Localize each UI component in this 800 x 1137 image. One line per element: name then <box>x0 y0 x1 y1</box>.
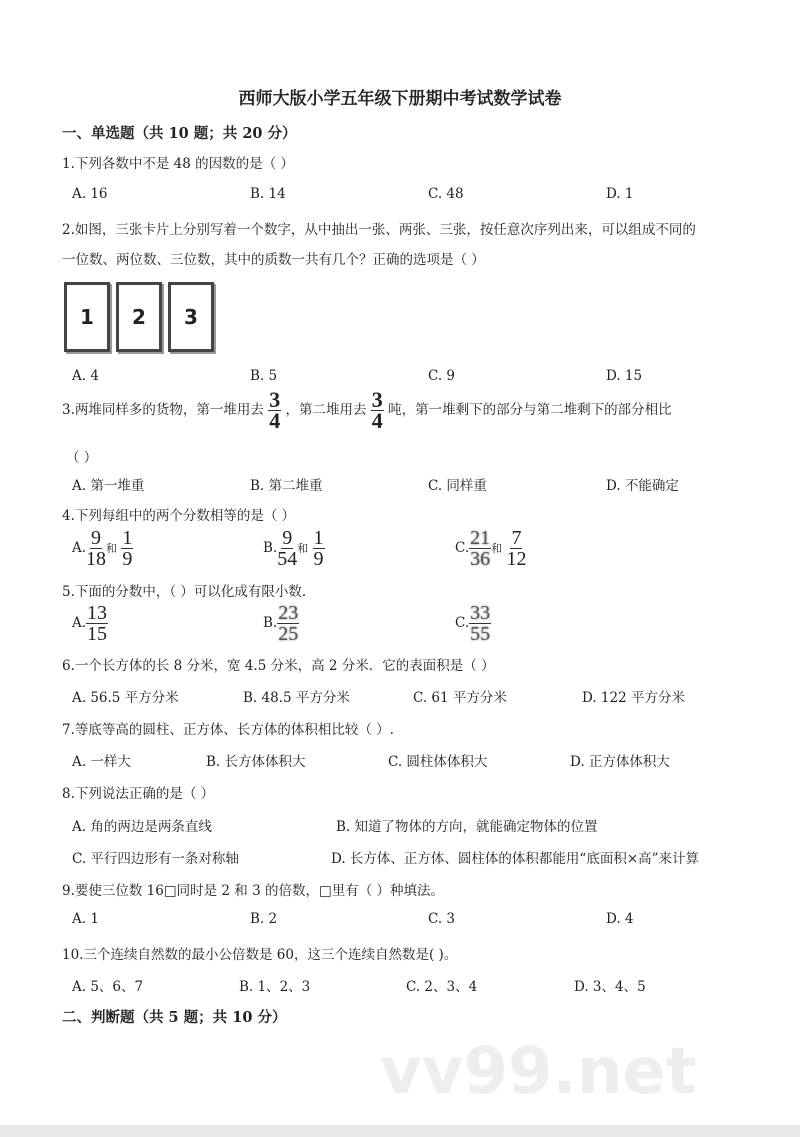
option: C. 9 <box>428 368 456 384</box>
question-8: 8.下列说法正确的是（ ） <box>62 786 215 802</box>
question-3-line2: （ ） <box>66 450 98 466</box>
fraction: $\frac{33}{55}$ <box>470 602 491 645</box>
option: A. 4 <box>72 368 99 384</box>
fraction: $\frac{23}{25}$ <box>278 602 299 645</box>
card: 2 <box>116 282 162 352</box>
question-9: 9.要使三位数 16□同时是 2 和 3 的倍数，□里有（ ）种填法。 <box>62 883 444 899</box>
option: B. 2 <box>250 911 278 927</box>
option: C. 61 平方分米 <box>413 690 507 706</box>
watermark: vv99.net <box>380 1035 697 1109</box>
option: A. 一样大 <box>72 754 131 770</box>
option: A. 第一堆重 <box>72 478 145 494</box>
section-heading-single-choice: 一、单选题（共 10 题；共 20 分） <box>62 125 297 142</box>
option: D. 1 <box>606 186 634 202</box>
section-heading-judgment: 二、判断题（共 5 题；共 10 分） <box>62 1009 287 1026</box>
question-2-line2: 一位数、两位数、三位数，其中的质数一共有几个？正确的选项是（ ） <box>62 252 485 268</box>
fraction: $\frac{13}{15}$ <box>87 602 108 645</box>
option: A. 56.5 平方分米 <box>72 690 179 706</box>
option-a: A. $\frac{9}{18}$ 和 $\frac{1}{9}$ <box>72 527 133 570</box>
option: A. 5、6、7 <box>72 979 144 995</box>
option-c: C. $\frac{21}{36}$ 和 $\frac{7}{12}$ <box>455 527 527 570</box>
option: A. 16 <box>72 186 108 202</box>
page-bottom-border <box>0 1125 800 1137</box>
question-10: 10.三个连续自然数的最小公倍数是 60，这三个连续自然数是( )。 <box>62 947 458 963</box>
question-7: 7.等底等高的圆柱、正方体、长方体的体积相比较（ ）. <box>62 722 394 738</box>
option-a: A. $\frac{13}{15}$ <box>72 602 108 645</box>
option: C. 平行四边形有一条对称轴 <box>72 851 239 867</box>
option: C. 同样重 <box>428 478 487 494</box>
option: B. 48.5 平方分米 <box>243 690 350 706</box>
option: D. 122 平方分米 <box>582 690 685 706</box>
option-b: B. $\frac{9}{54}$ 和 $\frac{1}{9}$ <box>263 527 324 570</box>
option: D. 3、4、5 <box>574 979 646 995</box>
question-6: 6.一个长方体的长 8 分米，宽 4.5 分米，高 2 分米．它的表面积是（ ） <box>62 658 495 674</box>
page-title: 西师大版小学五年级下册期中考试数学试卷 <box>238 89 562 109</box>
option: D. 15 <box>606 368 643 384</box>
option: D. 长方体、正方体、圆柱体的体积都能用“底面积×高”来计算 <box>331 851 700 867</box>
option: C. 2、3、4 <box>406 979 478 995</box>
option: B. 长方体体积大 <box>206 754 306 770</box>
option: B. 1、2、3 <box>239 979 311 995</box>
card: 1 <box>64 282 110 352</box>
fraction: $\frac{1}{9}$ <box>313 527 324 570</box>
option-c: C. $\frac{33}{55}$ <box>455 602 491 645</box>
fraction: $\frac{9}{18}$ <box>86 527 107 570</box>
fraction: $\frac{1}{9}$ <box>122 527 133 570</box>
option: A. 1 <box>72 911 99 927</box>
option: D. 不能确定 <box>606 478 679 494</box>
question-3: 3.两堆同样多的货物，第一堆用去 $\frac{3}{4}$ ，第二堆用去 $\frac{3}{4}$ 吨，第一堆剩下的部分与第二堆剩下的部分相比 <box>62 387 672 433</box>
option: A. 角的两边是两条直线 <box>72 819 212 835</box>
fraction: $\frac{3}{4}$ <box>371 387 383 433</box>
option-b: B. $\frac{23}{25}$ <box>263 602 299 645</box>
option: B. 14 <box>250 186 286 202</box>
option: C. 48 <box>428 186 464 202</box>
card: 3 <box>168 282 214 352</box>
option: B. 知道了物体的方向，就能确定物体的位置 <box>336 819 598 835</box>
fraction: $\frac{3}{4}$ <box>269 387 281 433</box>
option: C. 圆柱体体积大 <box>388 754 488 770</box>
option: B. 第二堆重 <box>250 478 323 494</box>
question-1: 1.下列各数中不是 48 的因数的是（ ） <box>62 156 294 172</box>
question-5: 5.下面的分数中，（ ）可以化成有限小数. <box>62 584 307 600</box>
option: D. 4 <box>606 911 634 927</box>
question-2: 2.如图，三张卡片上分别写着一个数字，从中抽出一张、两张、三张，按任意次序列出来，可以组成不同的 <box>62 222 696 238</box>
fraction: $\frac{21}{36}$ <box>470 527 491 570</box>
fraction: $\frac{7}{12}$ <box>506 527 527 570</box>
fraction: $\frac{9}{54}$ <box>277 527 298 570</box>
option: C. 3 <box>428 911 456 927</box>
question-4: 4.下列每组中的两个分数相等的是（ ） <box>62 508 296 524</box>
option: B. 5 <box>250 368 278 384</box>
number-cards-image <box>64 282 214 352</box>
option: D. 正方体体积大 <box>570 754 670 770</box>
